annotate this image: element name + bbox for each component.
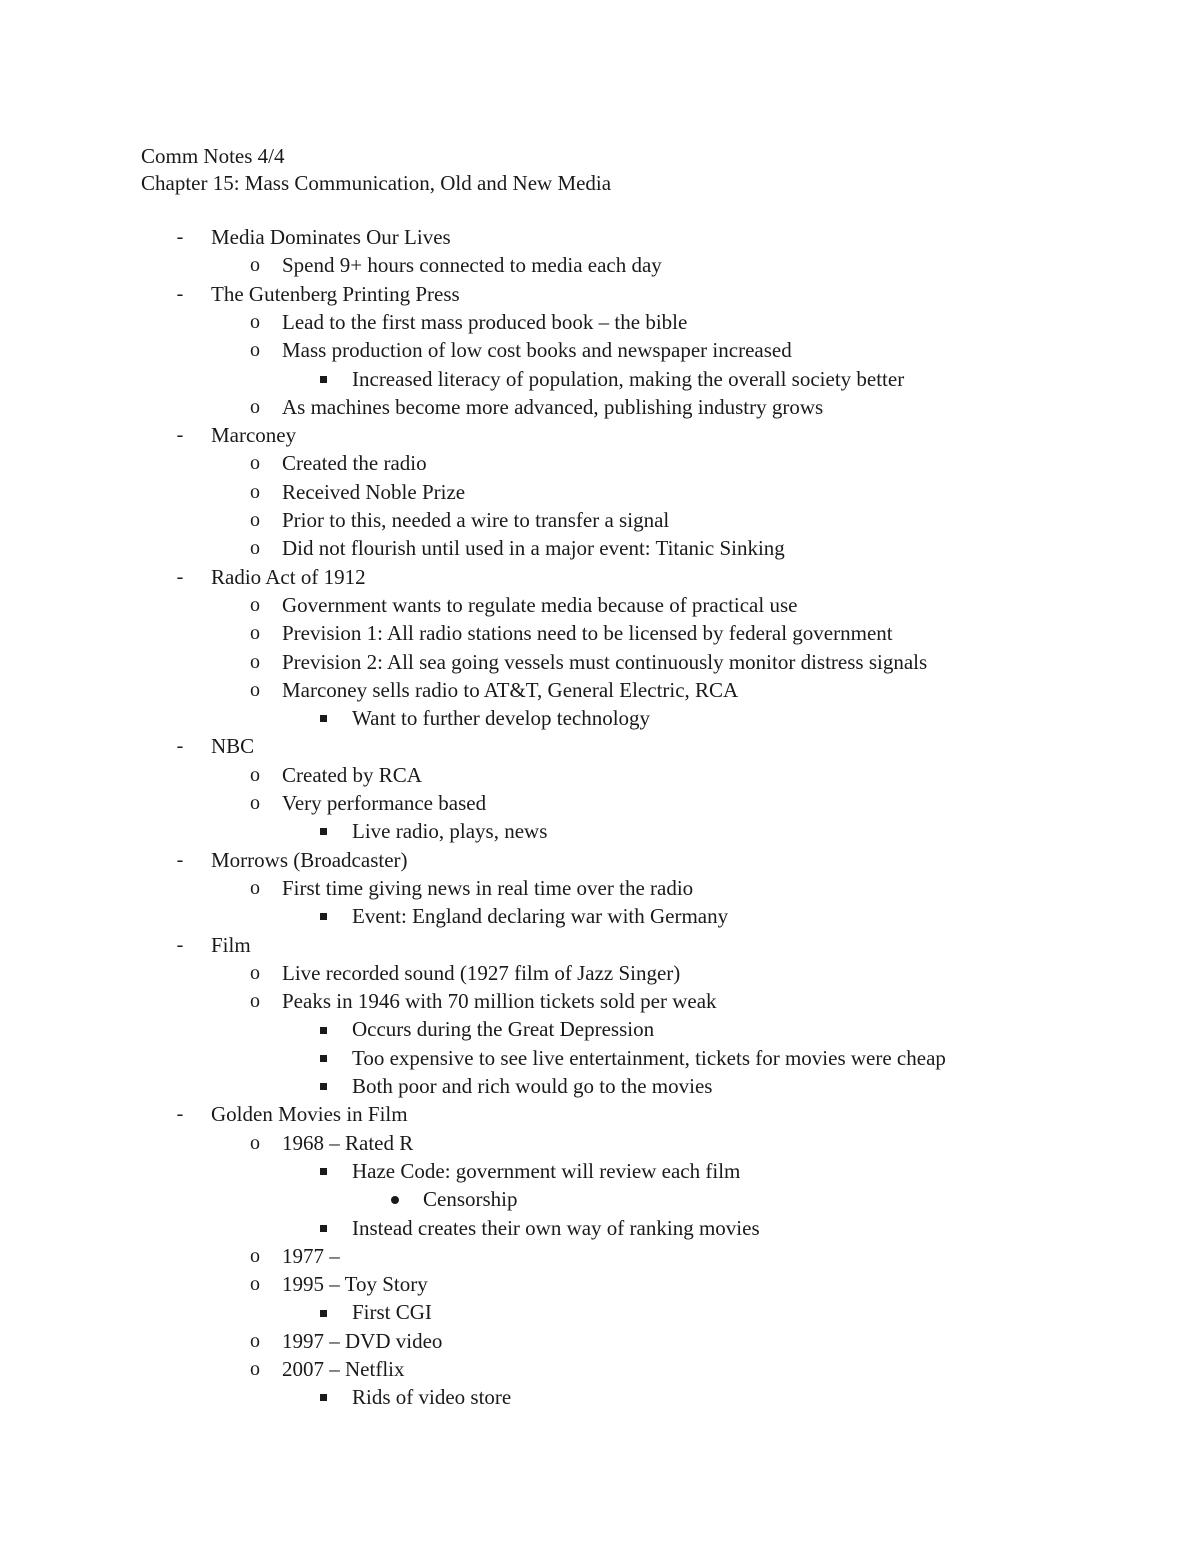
circle-bullet: o bbox=[250, 1358, 260, 1380]
circle-bullet: o bbox=[250, 1329, 260, 1352]
circle-bullet: o bbox=[250, 990, 260, 1013]
outline-item-text: Both poor and rich would go to the movies bbox=[352, 1074, 713, 1098]
circle-bullet: o bbox=[250, 1244, 260, 1267]
outline-item-text: Film bbox=[211, 932, 251, 957]
dash-bullet: - bbox=[176, 565, 184, 588]
square-bullet-icon bbox=[316, 365, 330, 393]
outline-item-text: Media Dominates Our Lives bbox=[211, 225, 451, 249]
square-bullet-icon bbox=[316, 902, 330, 930]
outline-item-text: Created by RCA bbox=[282, 762, 422, 787]
outline-item-text: Radio Act of 1912 bbox=[211, 564, 366, 589]
outline-item-text: Marconey sells radio to AT&T, General Electric, RCA bbox=[282, 677, 739, 702]
outline-item-text: Live recorded sound (1927 film of Jazz Singer) bbox=[282, 960, 681, 985]
circle-bullet: o bbox=[250, 961, 260, 984]
outline-item-text: Want to further develop technology bbox=[352, 706, 651, 731]
document-title: Comm Notes 4/4 bbox=[141, 144, 285, 168]
outline-item-text: 1968 – Rated R bbox=[282, 1130, 414, 1155]
outline-item-text: Very performance based bbox=[282, 791, 487, 815]
outline-item-text: Government wants to regulate media because of practical use bbox=[282, 592, 798, 617]
outline-item-text: Rids of video store bbox=[352, 1385, 512, 1410]
outline-item-text: Mass production of low cost books and newspaper increased bbox=[282, 338, 792, 363]
outline-item-text: Marconey bbox=[211, 423, 297, 448]
outline-item-text: Prevision 1: All radio stations need to be licensed by federal government bbox=[282, 621, 893, 646]
square-bullet-icon bbox=[316, 1298, 330, 1326]
outline-item-text: Instead creates their own way of ranking movies bbox=[352, 1215, 760, 1240]
circle-bullet: o bbox=[250, 1131, 260, 1154]
outline-item-text: 2007 – Netflix bbox=[282, 1357, 405, 1381]
circle-bullet: o bbox=[250, 254, 260, 277]
square-bullet-icon bbox=[316, 1383, 330, 1411]
outline-item-text: Increased literacy of population, making the overall society better bbox=[352, 366, 905, 391]
outline-item-text: 1995 – Toy Story bbox=[282, 1272, 428, 1297]
circle-bullet: o bbox=[250, 876, 260, 899]
dash-bullet: - bbox=[176, 226, 184, 248]
outline-item-text: Morrows (Broadcaster) bbox=[211, 847, 408, 872]
circle-bullet: o bbox=[250, 395, 260, 418]
outline-item-text: Prior to this, needed a wire to transfer a signal bbox=[282, 508, 670, 532]
circle-bullet: o bbox=[250, 310, 260, 333]
outline-item-text: As machines become more advanced, publishing industry grows bbox=[282, 394, 824, 419]
dash-bullet: - bbox=[176, 848, 184, 871]
outline-item-text: Lead to the first mass produced book – the bible bbox=[282, 309, 688, 334]
circle-bullet: o bbox=[250, 339, 260, 362]
outline-item-text: Live radio, plays, news bbox=[352, 819, 548, 844]
circle-bullet: o bbox=[250, 763, 260, 786]
outline-item-text: Golden Movies in Film bbox=[211, 1102, 408, 1127]
square-bullet-icon bbox=[316, 1015, 330, 1043]
chapter-heading: Chapter 15: Mass Communication, Old and New Media bbox=[141, 171, 612, 195]
circle-bullet: o bbox=[250, 593, 260, 616]
outline-item-text: 1997 – DVD video bbox=[282, 1328, 443, 1353]
outline-item-text: Haze Code: government will review each film bbox=[352, 1158, 741, 1183]
outline-item-text: First CGI bbox=[352, 1300, 432, 1325]
circle-bullet: o bbox=[250, 480, 260, 503]
outline-item-text: Too expensive to see live entertainment, tickets for movies were cheap bbox=[352, 1045, 946, 1070]
dash-bullet: - bbox=[176, 424, 184, 447]
circle-bullet: o bbox=[250, 452, 260, 475]
circle-bullet: o bbox=[250, 792, 260, 814]
outline-item-text: 1977 – bbox=[282, 1243, 340, 1268]
dash-bullet: - bbox=[176, 1103, 184, 1126]
outline-item-text: Censorship bbox=[423, 1187, 518, 1212]
outline-item-text: The Gutenberg Printing Press bbox=[211, 281, 460, 306]
outline-item-text: First time giving news in real time over the radio bbox=[282, 875, 694, 900]
dash-bullet: - bbox=[176, 282, 184, 305]
dash-bullet: - bbox=[176, 933, 184, 956]
circle-bullet: o bbox=[250, 537, 260, 560]
square-bullet-icon bbox=[316, 1157, 330, 1185]
circle-bullet: o bbox=[250, 1273, 260, 1296]
circle-bullet: o bbox=[250, 509, 260, 531]
dash-bullet: - bbox=[176, 735, 184, 758]
round-bullet-icon bbox=[388, 1185, 402, 1213]
outline-item-text: Did not flourish until used in a major event: Titanic Sinking bbox=[282, 536, 785, 561]
outline-item-text: Occurs during the Great Depression bbox=[352, 1017, 655, 1042]
square-bullet-icon bbox=[316, 1214, 330, 1242]
square-bullet-icon bbox=[316, 817, 330, 845]
outline-item-text: Prevision 2: All sea going vessels must continuously monitor distress signals bbox=[282, 649, 928, 674]
outline-item-text: Peaks in 1946 with 70 million tickets sold per weak bbox=[282, 989, 717, 1014]
circle-bullet: o bbox=[250, 650, 260, 673]
outline-item-text: Spend 9+ hours connected to media each day bbox=[282, 253, 662, 278]
circle-bullet: o bbox=[250, 622, 260, 645]
square-bullet-icon bbox=[316, 1044, 330, 1072]
outline-item-text: Event: England declaring war with Germany bbox=[352, 904, 729, 929]
square-bullet-icon bbox=[316, 1072, 330, 1100]
circle-bullet: o bbox=[250, 678, 260, 701]
outline-item-text: Received Noble Prize bbox=[282, 479, 466, 504]
outline-item-text: Created the radio bbox=[282, 451, 427, 476]
square-bullet-icon bbox=[316, 704, 330, 732]
outline-item-text: NBC bbox=[211, 734, 255, 759]
